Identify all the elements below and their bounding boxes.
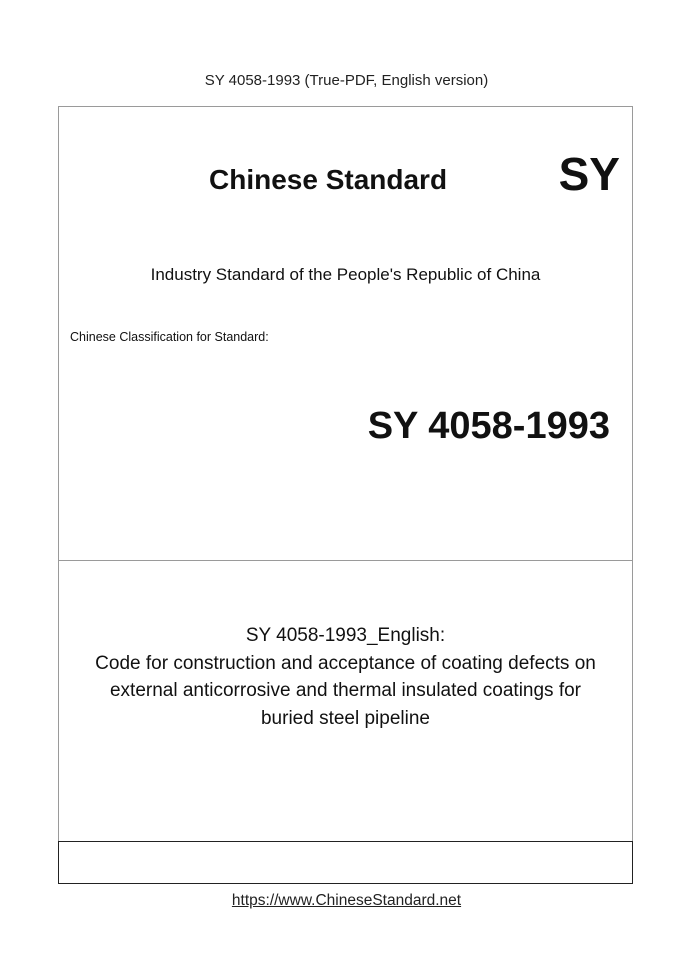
description-line: Code for construction and acceptance of coating defects on bbox=[95, 652, 596, 674]
standard-title: Chinese Standard bbox=[209, 164, 448, 195]
standard-description bbox=[59, 622, 632, 732]
standard-code-mark: SY bbox=[558, 148, 620, 200]
description-line: SY 4058-1993_English: bbox=[245, 625, 446, 646]
description-line: buried steel pipeline bbox=[260, 707, 430, 729]
cover-frame bbox=[58, 106, 633, 884]
standard-number: SY 4058-1993 bbox=[367, 405, 610, 447]
section-divider bbox=[59, 560, 632, 561]
page-header: SY 4058-1993 (True-PDF, English version) bbox=[204, 72, 489, 89]
description-line: external anticorrosive and thermal insulated coatings for bbox=[109, 680, 582, 701]
bottom-box bbox=[58, 841, 633, 884]
website-link[interactable]: https://www.ChineseStandard.net bbox=[231, 892, 462, 909]
industry-subtitle: Industry Standard of the People's Republic of China bbox=[150, 265, 541, 284]
classification-label: Chinese Classification for Standard: bbox=[70, 330, 269, 344]
